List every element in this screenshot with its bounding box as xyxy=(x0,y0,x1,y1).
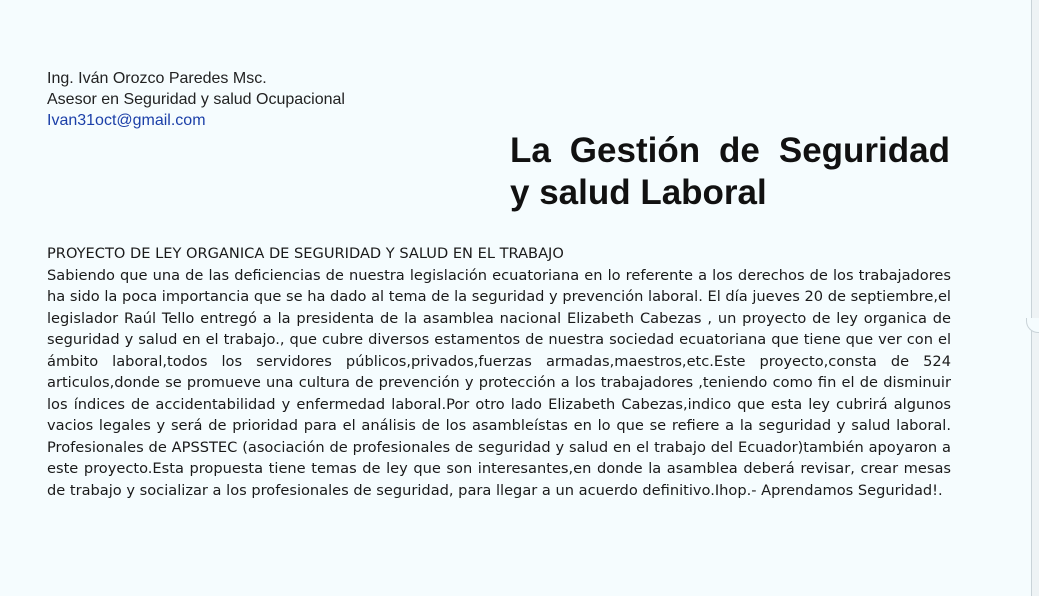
author-block xyxy=(47,68,345,131)
article-body xyxy=(47,243,951,501)
article-paragraph: Sabiendo que una de las deficiencias de nuestra legislación ecuatoriana en lo referente a los derechos de los trabajadores ha sido la poca importancia que se ha dado al tema de la seguridad y prevención laboral. El día jueves 20 de septiembre,el legislador Raúl Tello entregó a la presidenta de la asamblea nacional Elizabeth Cabezas , un proyecto de ley organica de seguridad y salud en el trabajo., que cubre diversos estamentos de nuestra sociedad ecuatoriana que tiene que ver con el ámbito laboral,todos los servidores públicos,privados,fuerzas armadas,maestros,etc.Este proyecto,consta de 524 articulos,donde se promueve una cultura de prevención y protección a los trabajadores ,teniendo como fin el de disminuir los índices de accidentabilidad y enfermedad laboral.Por otro lado Elizabeth Cabezas,indico que esta ley cubrirá algunos vacios legales y será de prioridad para el análisis de los asambleístas en lo que se refiere a la seguridad y salud laboral. Profesionales de APSSTEC (asociación de profesionales de seguridad y salud en el trabajo del Ecuador)también apoyaron a este proyecto.Esta propuesta tiene temas de ley que son interesantes,en donde la asamblea deberá revisar, crear mesas de trabajo y socializar a los profesionales de seguridad, para llegar a un acuerdo definitivo.Ihop.- Aprendamos Seguridad!. xyxy=(47,266,951,499)
document-title: La Gestión de Seguridad y salud Laboral xyxy=(510,131,950,212)
author-email[interactable]: Ivan31oct@gmail.com xyxy=(47,112,206,129)
viewer-gutter xyxy=(1032,0,1039,596)
article-heading: PROYECTO DE LEY ORGANICA DE SEGURIDAD Y SALUD EN EL TRABAJO xyxy=(47,245,564,262)
author-role: Asesor en Seguridad y salud Ocupacional xyxy=(47,91,345,108)
author-name: Ing. Iván Orozco Paredes Msc. xyxy=(47,70,267,87)
